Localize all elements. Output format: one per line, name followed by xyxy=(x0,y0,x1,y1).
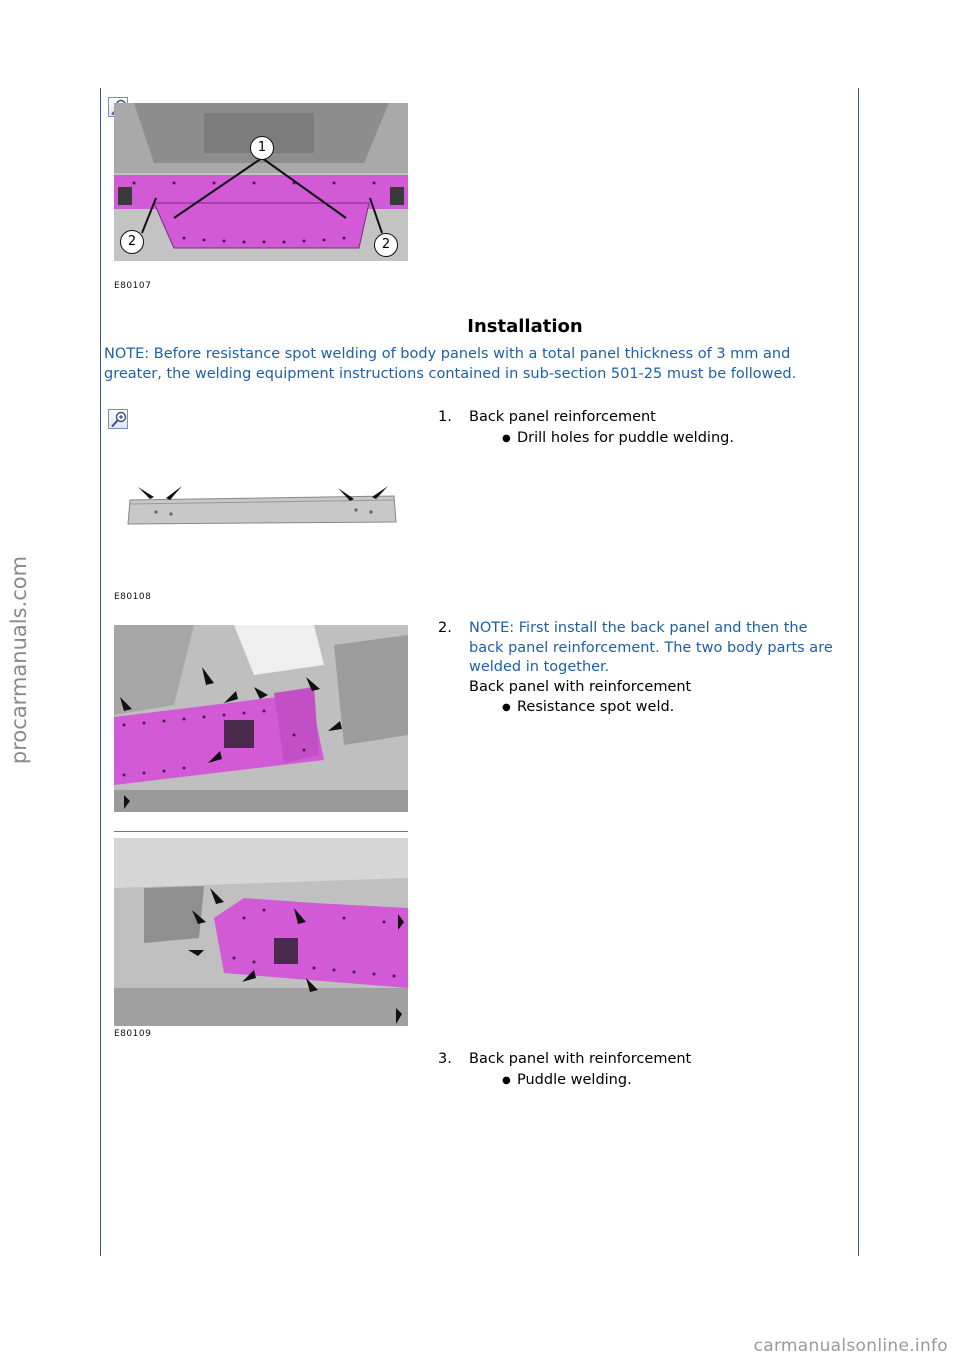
section-title: Installation xyxy=(467,316,583,337)
step-bullet: ● Drill holes for puddle welding. xyxy=(517,429,838,449)
figure-code: E80108 xyxy=(114,592,152,602)
step-note: NOTE: First install the back panel and then the back panel reinforcement. The two body parts are welded in together. xyxy=(469,620,833,675)
figure-code: E80109 xyxy=(114,1029,152,1039)
figure-image-spot-weld-bottom xyxy=(114,838,408,1026)
figure-image-spot-weld-top xyxy=(114,625,408,812)
step-3 xyxy=(438,1050,838,1090)
figure-image-rear-panel-removal xyxy=(114,103,408,261)
side-watermark: procarmanuals.com xyxy=(7,555,31,765)
step-title: Back panel reinforcement xyxy=(469,409,656,425)
figure-image-reinforcement xyxy=(126,482,398,528)
callout-2-left: 2 xyxy=(120,230,144,254)
right-margin-rule xyxy=(858,88,859,1256)
figure-code: E80107 xyxy=(114,281,152,291)
step-title: Back panel with reinforcement xyxy=(469,1051,692,1067)
step-bullet: ● Puddle welding. xyxy=(517,1071,838,1091)
step-1 xyxy=(438,408,838,448)
step-number: 1. xyxy=(438,409,452,425)
callout-1: 1 xyxy=(250,136,274,160)
step-number: 3. xyxy=(438,1051,452,1067)
callout-2-right: 2 xyxy=(374,233,398,257)
left-margin-rule xyxy=(100,88,101,1256)
footer-watermark: carmanualsonline.info xyxy=(753,1336,948,1356)
installation-note: NOTE: Before resistance spot welding of body panels with a total panel thickness of 3 mm and greater, the welding equipment instructions contained in sub-section 501-25 must be followed. xyxy=(104,346,797,382)
step-2 xyxy=(438,619,838,718)
step-number: 2. xyxy=(438,620,452,636)
figure-divider xyxy=(114,831,408,832)
zoom-icon[interactable] xyxy=(108,409,128,429)
step-title: Back panel with reinforcement xyxy=(469,678,692,695)
step-bullet: ● Resistance spot weld. xyxy=(517,698,838,718)
